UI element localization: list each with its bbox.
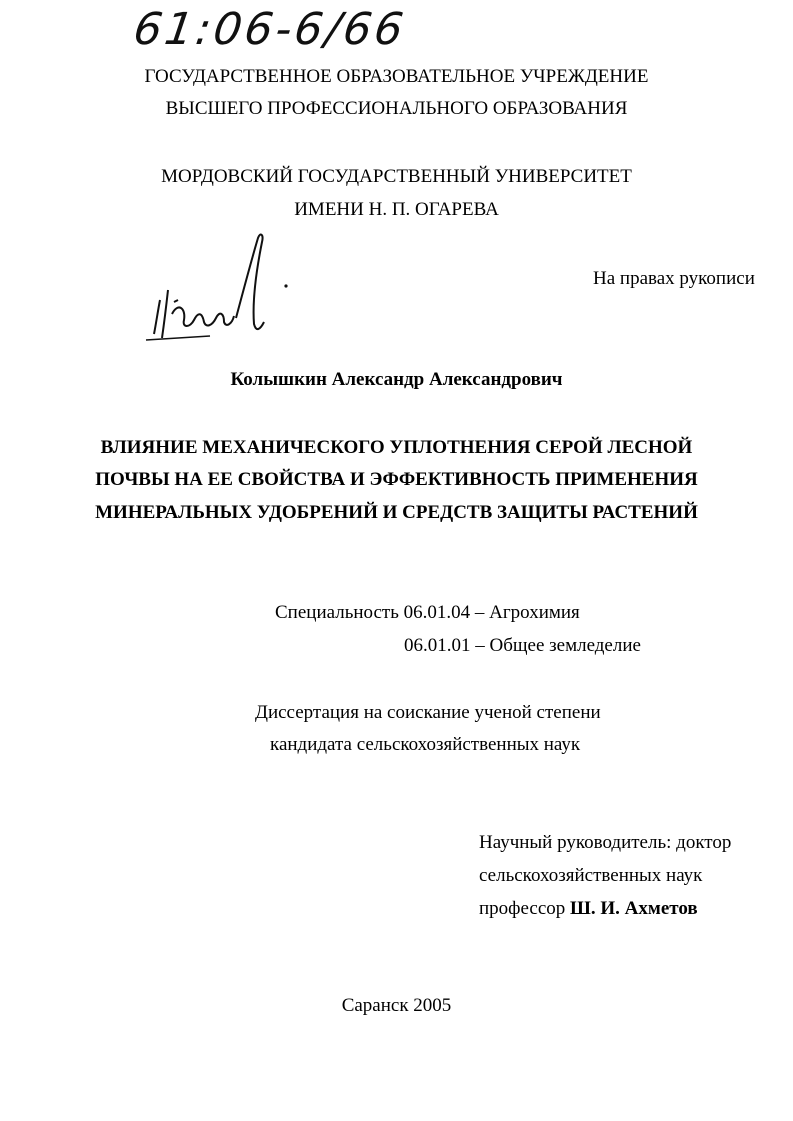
specialty-line-1: Специальность 06.01.04 – Агрохимия [275,602,580,623]
supervisor-title: профессор [479,898,571,919]
dissertation-title-line-1: ВЛИЯНИЕ МЕХАНИЧЕСКОГО УПЛОТНЕНИЯ СЕРОЙ ЛЕСНОЙ [100,437,693,458]
supervisor-name: Ш. И. Ахметов [570,898,698,919]
place-and-year: Саранск 2005 [341,995,452,1016]
supervisor-line-2: сельскохозяйственных наук [479,865,703,886]
specialty-line-2: 06.01.01 – Общее земледелие [404,635,641,656]
institution-line-1: ГОСУДАРСТВЕННОЕ ОБРАЗОВАТЕЛЬНОЕ УЧРЕЖДЕНИЕ [144,66,649,87]
university-line-1: МОРДОВСКИЙ ГОСУДАРСТВЕННЫЙ УНИВЕРСИТЕТ [161,166,632,187]
institution-line-2: ВЫСШЕГО ПРОФЕССИОНАЛЬНОГО ОБРАЗОВАНИЯ [165,98,628,119]
degree-line-1: Диссертация на соискание ученой степени [255,702,601,723]
university-line-2: ИМЕНИ Н. П. ОГАРЕВА [294,199,499,220]
dissertation-title-line-2: ПОЧВЫ НА ЕЕ СВОЙСТВА И ЭФФЕКТИВНОСТЬ ПРИМЕНЕНИЯ [95,469,698,490]
supervisor-line-1: Научный руководитель: доктор [479,832,732,853]
handwritten-call-number: 61:06-6/66 [130,4,410,55]
author-name: Колышкин Александр Александрович [230,369,563,390]
supervisor-line-3 [479,898,698,920]
handwritten-signature [140,228,300,352]
degree-line-2: кандидата сельскохозяйственных наук [270,734,581,755]
dissertation-title-line-3: МИНЕРАЛЬНЫХ УДОБРЕНИЙ И СРЕДСТВ ЗАЩИТЫ РАСТЕНИЙ [95,502,698,523]
rights-note: На правах рукописи [593,268,755,289]
